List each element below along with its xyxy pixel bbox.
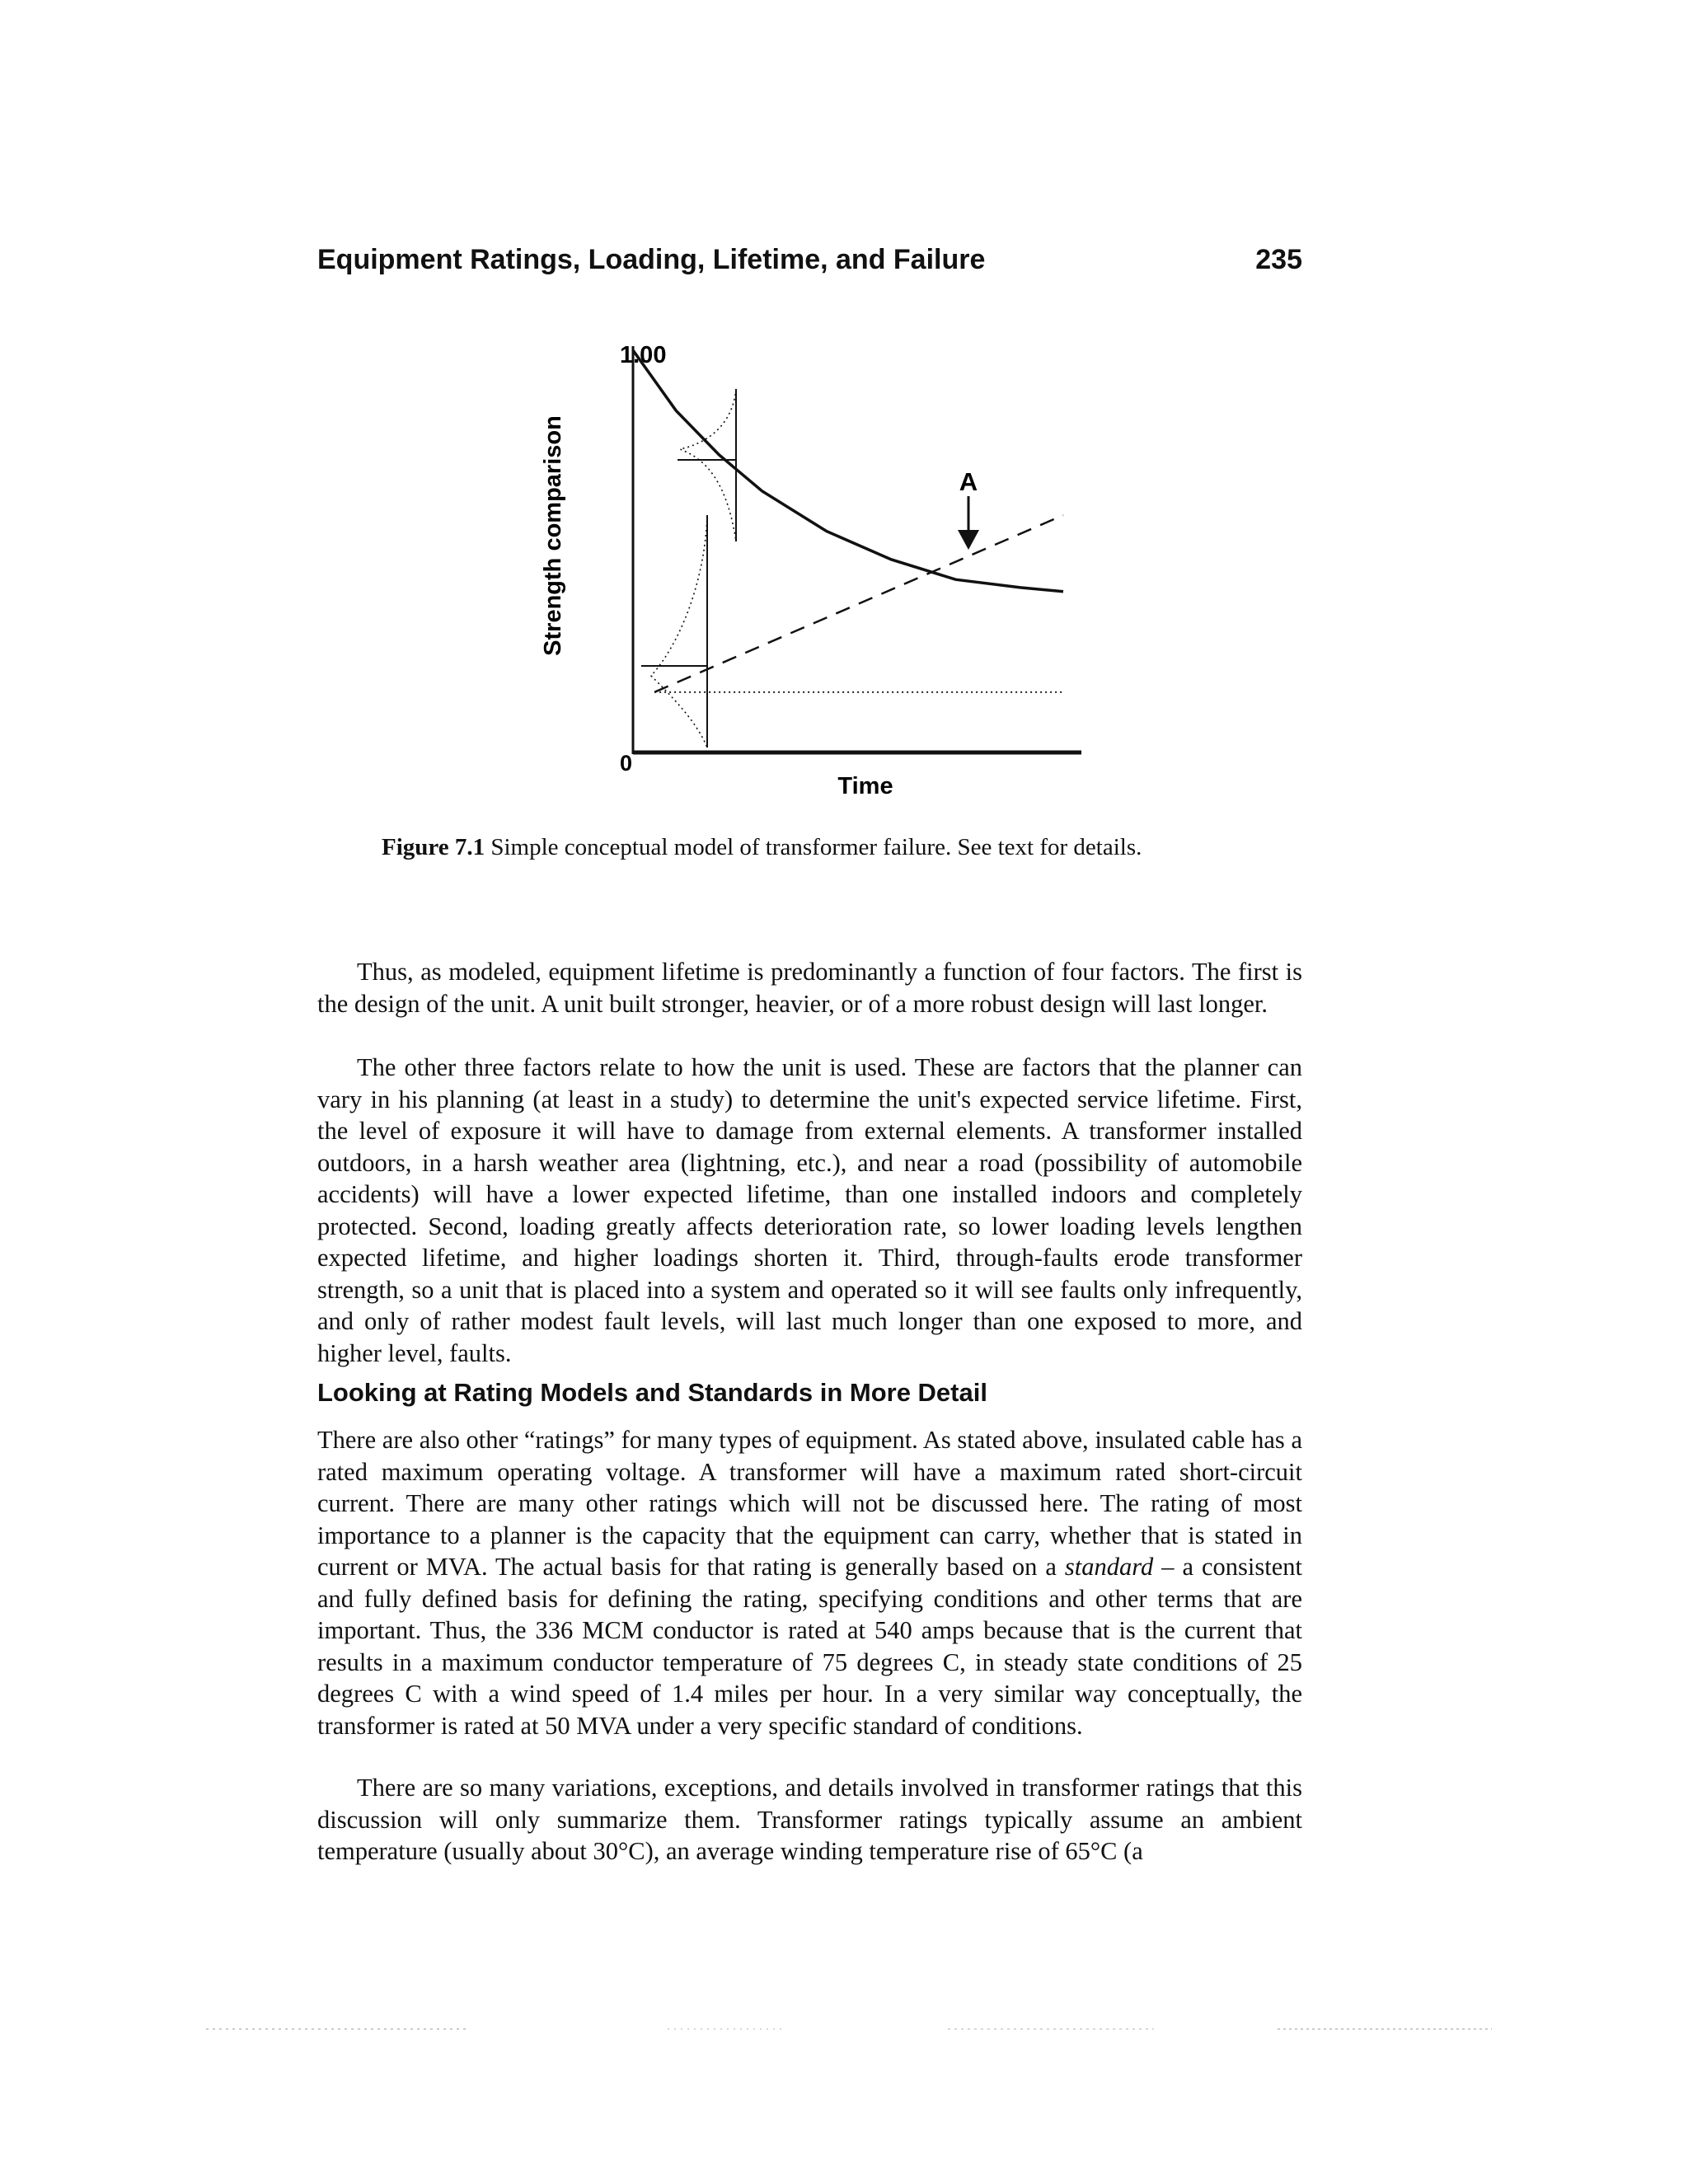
x-axis-label: Time <box>837 773 893 799</box>
paragraph-3-part-2: – a consistent and fully defined basis for defining the rating, specifying conditions and other terms that are important. Thus, the 336 MCM conductor is rated at 540 amps because that is the current that results in a maximum conductor temperature of 75 degrees C, in steady state conditions of 25 degrees C with a wind speed of 1.4 miles per hour. In a very similar way conceptually, the transformer is rated at 50 MVA under a very specific standard of conditions. <box>317 1553 1302 1740</box>
paragraph-2: The other three factors relate to how the unit is used. These are factors that the planner can vary in his planning (at least in a study) to determine the unit's expected service lifetime. First, the level of exposure it will have to damage from external elements. A transformer installed outdoors, in a harsh weather area (lightning, etc.), and near a road (possibility of automobile accidents) will have a lower expected lifetime, than one installed indoors and completely protected. Second, loading greatly affects deterioration rate, so lower loading levels lengthen expected lifetime, and higher loadings shorten it. Third, through-faults erode transformer strength, so a unit that is placed into a system and operated so it will see faults only infrequently, and only of rather modest fault levels, will last much longer than one exposed to more, and higher level, faults. <box>317 1053 1302 1367</box>
paragraph-3-part-1: There are also other “ratings” for many types of equipment. As stated above, insulated cable has a rated maximum operating voltage. A transformer will have a maximum rated short-circuit current. There are many other ratings which will not be discussed here. The rating of most importance to a planner is the capacity that the equipment can carry, whether that is stated in current or MVA. The actual basis for that rating is generally based on a <box>317 1426 1302 1581</box>
page-number: 235 <box>1255 244 1302 275</box>
paragraph-3 <box>317 1424 1302 1741</box>
section-heading: Looking at Rating Models and Standards in More Detail <box>317 1378 987 1407</box>
figure-svg <box>528 326 1104 820</box>
series-layer <box>633 350 1063 692</box>
annotation-a-arrow-head <box>958 530 979 550</box>
figure-caption <box>382 834 1371 861</box>
figure-caption-text: Simple conceptual model of transformer failure. See text for details. <box>490 834 1142 860</box>
origin-label: 0 <box>620 751 633 776</box>
lower-distribution-curve <box>651 515 707 748</box>
y-top-tick-label: 1.00 <box>620 342 667 368</box>
paragraph-3-emphasis: standard <box>1064 1553 1154 1581</box>
running-header <box>317 244 1302 285</box>
series-strength-line <box>633 350 1063 592</box>
running-title: Equipment Ratings, Loading, Lifetime, and Failure <box>317 244 986 275</box>
scan-artifact <box>206 2027 1492 2031</box>
paragraph-1: Thus, as modeled, equipment lifetime is predominantly a function of four factors. The first is the design of the unit. A unit built stronger, heavier, or of a more robust design will last longer. <box>317 958 1302 1018</box>
annotation-a-label: A <box>959 467 978 496</box>
figure-7-1 <box>528 326 1104 820</box>
figure-caption-label: Figure 7.1 <box>382 834 485 860</box>
paragraph-4: There are so many variations, exceptions, and details involved in transformer ratings that this discussion will only summarize them. Transformer ratings typically assume an ambient temperature (usually about 30°C), an average winding temperature rise of 65°C (a <box>317 1774 1302 1865</box>
series-stress-line <box>654 515 1063 692</box>
y-axis-label: Strength comparison <box>540 415 566 656</box>
